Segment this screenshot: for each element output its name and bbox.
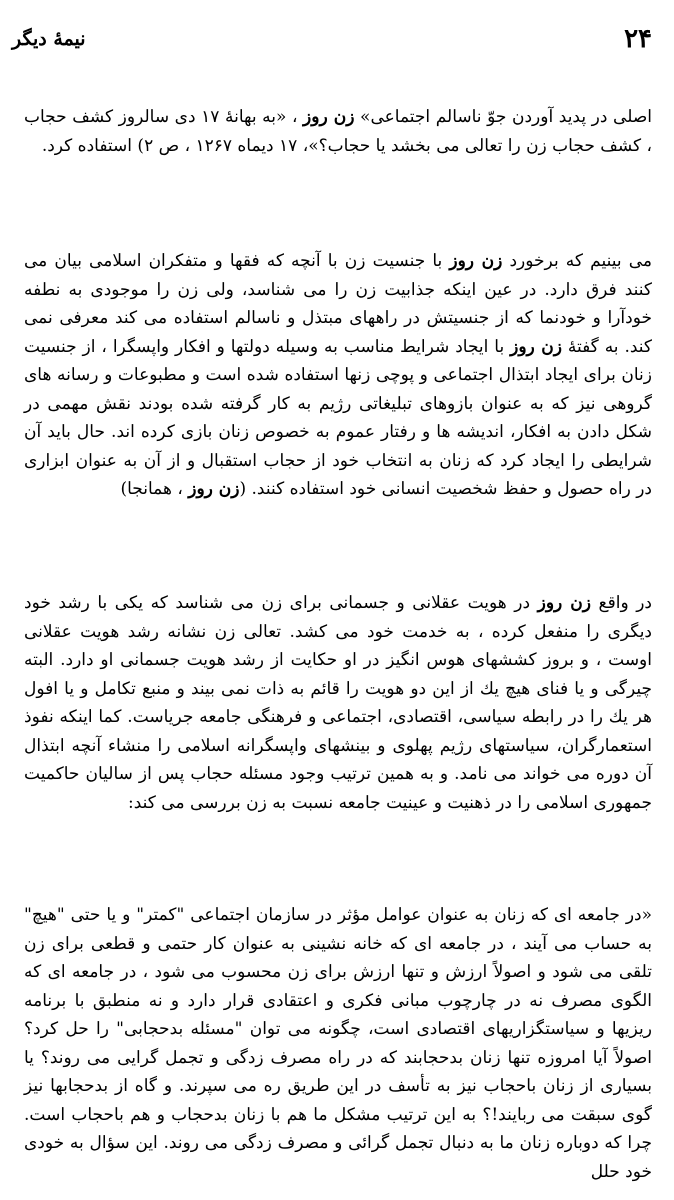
magazine-name: زن روز [510, 336, 562, 357]
paragraph-quotation: «در جامعه ای که زنان به عنوان عوامل مؤثر در سازمان اجتماعی "کمتر" و یا حتی "هیچ" به حساب می آیند ، در جامعه ای که خانه نشینی به عنوان کار حتمی و قطعی برای زن تلقی می شود و اصولاً ارزش و تنها ارزش برای زن محسوب می شود ، در جامعه ای که الگوی مصرف نه در چارچوب مبانی فکری و اعتقادی قرار دارد و نه منطبق با برنامه ریزیها و سیاستگزاریهای اقتصادی است، چگونه می توان "مسئله بدحجابی" را حل کرد؟ اصولاً آیا امروزه تنها زنان بدحجابند که در راه مصرف زدگی و تجمل گرایی می روند؟ یا بسیاری از زنان باحجاب نیز به تأسف در این طریق ره می سپرند. و گاه از بدحجابها نیز گوی سبقت می ربایند!؟ به این ترتیب مشکل ما هم با زنان بدحجاب و هم باحجاب است. چرا که دوباره زنان ما به دنبال تجمل گرائی و مصرف زدگی می روند. این سؤال به خودی خود حلل [24, 905, 652, 1182]
page-number: ۲۴ [624, 24, 652, 54]
running-title: نیمهٔ دیگر [12, 28, 86, 50]
paragraph-identity-analysis: در واقع زن روز در هویت عقلانی و جسمانی برای زن می شناسد که یکی با رشد خود دیگری را منفعل کرده ، به خدمت خود می کشد. تعالی زن نشانه رشد هویت عقلانی اوست ، و بروز کششهای هوس انگیز در او حکایت از رشد هویت جسمانی او دارد. البته چیرگی و یا فنای هیچ یك از این دو هویت را قائم به ذات نمی بیند و منبع تکامل و یا افول هر یك را در رابطه سیاسی، اقتصادی، اجتماعی و فرهنگی جامعه جریاست. کما اینکه نفوذ استعمارگران، سیاستهای رژیم پهلوی و بینشهای واپسگرانه اسلامی را منشاء آنچه ابتذال آن دوره می خواند می نامد. و به همین ترتیب وجود مسئله حجاب پس از سالیان حاکمیت جمهوری اسلامی را در ذهنیت و عینیت جامعه نسبت به زن بررسی می کند: [24, 593, 652, 813]
magazine-name: زن روز [188, 479, 240, 499]
page-header [12, 24, 652, 60]
paragraph-citation-continuation: اصلی در پدید آوردن جوّ ناسالم اجتماعی» زن روز ، «به بهانهٔ ۱۷ دی سالروز کشف حجاب ، کشف حجاب زن را تعالی می بخشد یا حجاب؟»، ۱۷ دیماه ۱۲۶۷ ، ص ۲) استفاده کرد. [24, 107, 652, 156]
magazine-name: زن روز [303, 107, 355, 127]
paragraph-zan-rooz-view: می بینیم که برخورد زن روز با جنسیت زن با آنچه که فقها و متفکران اسلامی بیان می کنند فرق دارد. در عین اینکه جذابیت زن را می شناسد، ولی زن را موجودی به نطفه خودآرا و خودنما که از جنسیتش در راههای مبتذل و ناسالم استفاده می کند معرفی نمی کند. به گفتهٔ زن روز با ایجاد شرایط مناسب به وسیله دولتها و افکار واپسگرا ، از جنسیت زنان برای ایجاد ابتذال اجتماعی و پوچی زنها استفاده شده است و مطبوعات و رسانه های گروهی نیز که به عنوان بازوهای تبلیغاتی رژیم به کار گرفته شده بودند نقش مهمی در شکل دادن به افکار، اندیشه ها و رفتار عموم به خصوص زنان بازی کرده اند. حال باید آن شرایطی را ایجاد کرد که زنان به انتخاب خود از حجاب استقبال و از آن به عنوان ابزاری در راه حصول و حفظ شخصیت انسانی خود استفاده کنند. (زن روز ، همانجا) [24, 251, 653, 499]
magazine-name: زن روز [537, 593, 592, 613]
magazine-name: زن روز [449, 251, 503, 271]
